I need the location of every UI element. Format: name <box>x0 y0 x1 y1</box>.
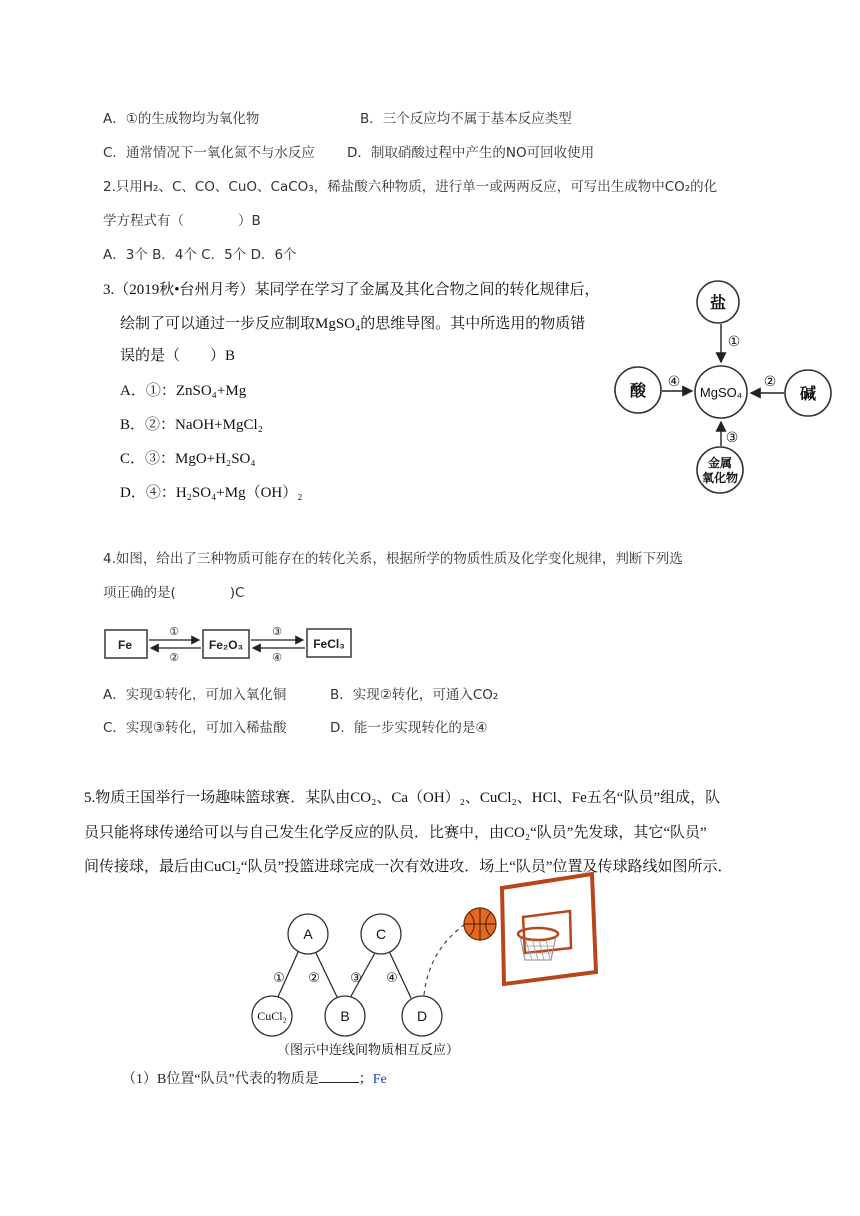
q2-stem-line2: 学方程式有（ ）B <box>103 213 261 229</box>
label-1: ① <box>727 333 741 349</box>
player-a-label: A <box>303 926 313 942</box>
pass-4-label: ④ <box>386 970 398 985</box>
node-salt-label: 盐 <box>709 295 727 312</box>
q5-sub1-answer: Fe <box>372 1072 387 1087</box>
q5-sub1-separator: ； <box>358 1072 373 1087</box>
q4-stem-line1: 4.如图，给出了三种物质可能存在的转化关系，根据所学的物质性质及化学变化规律，判断下列选 <box>103 551 683 567</box>
mgso4-mind-map <box>608 276 838 498</box>
q3-stem-line1: 3.（2019秋•台州月考）某同学在学习了金属及其化合物之间的转化规律后， <box>103 282 600 298</box>
player-b-label: B <box>340 1008 350 1024</box>
q3-stem-line2: 绘制了可以通过一步反应制取MgSO₄的思维导图。其中所选用的物质错 <box>120 316 586 332</box>
q4-option-c: C．实现③转化，可加入稀盐酸 <box>103 720 287 736</box>
q4-stem-line2: 项正确的是( )C <box>103 585 245 601</box>
arrow-2-label: ② <box>169 652 179 664</box>
q1-option-c: C．通常情况下一氧化氮不与水反应 <box>103 145 315 161</box>
q1-option-d: D．制取硝酸过程中产生的NO可回收使用 <box>347 145 595 161</box>
arrow-3-label: ③ <box>272 626 282 638</box>
q3-option-d: D．④：H₂SO₄+Mg（OH）₂ <box>120 485 303 501</box>
node-base-label: 碱 <box>799 386 817 403</box>
label-4: ④ <box>667 373 681 389</box>
box-fe-label: Fe <box>117 638 133 652</box>
box-fecl3-label: FeCl₃ <box>313 637 345 651</box>
node-metal-oxide-line1: 金属 <box>707 456 733 470</box>
pass-2-label: ② <box>308 970 320 985</box>
q1-option-a: A．①的生成物均为氧化物 <box>103 111 260 127</box>
iron-conversion-diagram <box>103 621 355 667</box>
basketball-icon <box>464 908 496 940</box>
basketball-hoop-icon <box>502 874 596 984</box>
answer-blank[interactable] <box>319 1068 359 1083</box>
basketball-pass-diagram <box>240 872 610 1062</box>
q4-option-b: B．实现②转化，可通入CO₂ <box>330 687 499 703</box>
node-metal-oxide <box>697 447 743 493</box>
arrow-1-label: ① <box>169 626 179 638</box>
box-fe2o3-label: Fe₂O₃ <box>208 638 244 652</box>
q5-sub1-prefix: （1）B位置“队员”代表的物质是 <box>122 1072 319 1087</box>
q4-option-a: A．实现①转化，可加入氧化铜 <box>103 687 287 703</box>
arrow-4-label: ④ <box>272 652 282 664</box>
q3-stem-line3: 误的是（ ）B <box>120 348 236 364</box>
diagram-caption: （图示中连线间物质相互反应） <box>276 1042 460 1057</box>
player-c-label: C <box>375 926 387 942</box>
q3-option-b: B．②：NaOH+MgCl₂ <box>120 417 263 433</box>
q2-options: A．3个 B．4个 C．5个 D．6个 <box>103 247 297 263</box>
label-3: ③ <box>725 429 739 445</box>
player-cucl2-label: CuCl₂ <box>257 1009 287 1023</box>
label-2: ② <box>763 373 777 389</box>
player-d-label: D <box>416 1008 428 1024</box>
q2-stem-line1: 2.只用H₂、C、CO、CuO、CaCO₃，稀盐酸六种物质，进行单一或两两反应，可写出生成物中CO₂的化 <box>103 179 718 195</box>
node-acid-label: 酸 <box>629 383 647 400</box>
pass-3-label: ③ <box>350 970 362 985</box>
pass-1-label: ① <box>273 970 285 985</box>
q3-option-a: A．①：ZnSO₄+Mg <box>120 383 247 399</box>
node-metal-oxide-line2: 氧化物 <box>701 471 739 485</box>
q3-option-c: C．③：MgO+H₂SO₄ <box>120 451 256 467</box>
q5-stem-line2: 员只能将球传递给可以与自己发生化学反应的队员．比赛中，由CO₂“队员”先发球，其它“队员” <box>84 825 707 841</box>
node-mgso4-label: MgSO₄ <box>699 385 743 400</box>
q1-option-b: B．三个反应均不属于基本反应类型 <box>360 111 572 127</box>
q5-stem-line1: 5.物质王国举行一场趣味篮球赛．某队由CO₂、Ca（OH）₂、CuCl₂、HCl、Fe五名“队员”组成，队 <box>84 790 721 806</box>
q4-option-d: D．能一步实现转化的是④ <box>330 720 488 736</box>
q5-stem-line3: 间传接球，最后由CuCl₂“队员”投篮进球完成一次有效进攻．场上“队员”位置及传球路线如图所示． <box>84 859 733 875</box>
q5-sub1 <box>122 1068 387 1090</box>
